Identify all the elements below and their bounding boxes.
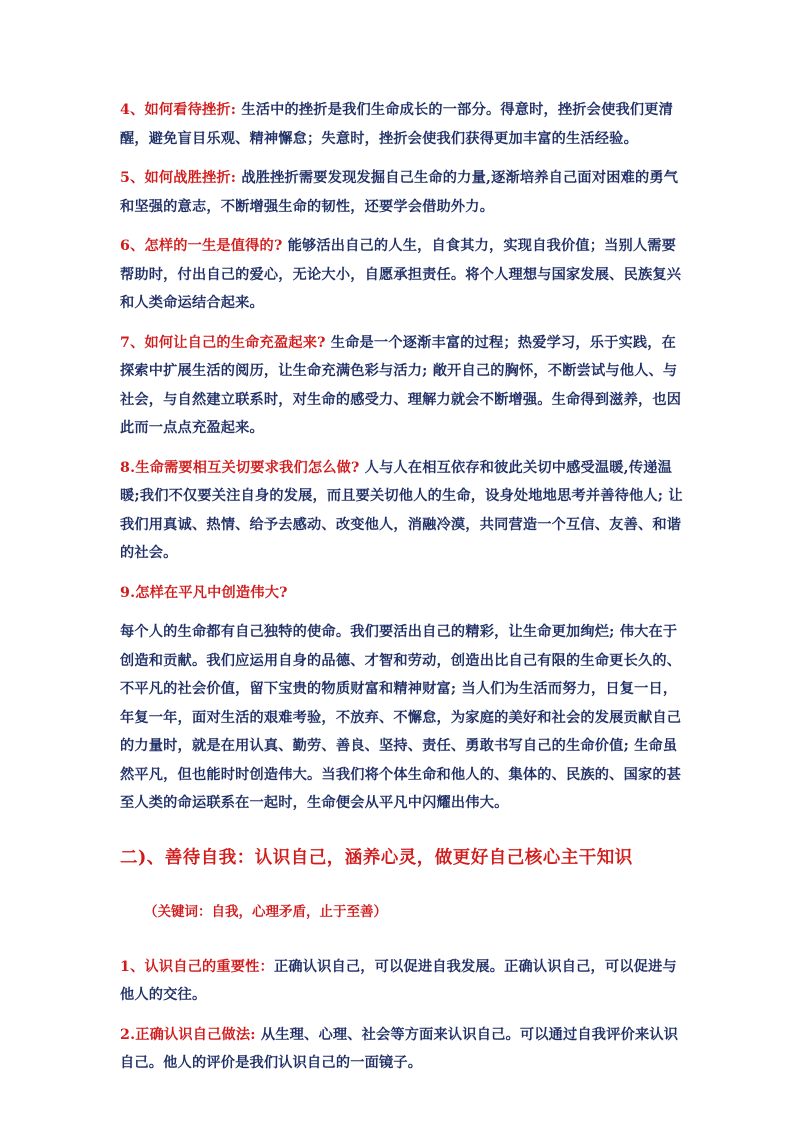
item2-2	[120, 1021, 686, 1078]
answer-body: 生命是一个逐渐丰富的过程；热爱学习，乐于实践，在探索中扩展生活的阅历，让生命充满色彩与活力; 敞开自己的胸怀，不断尝试与他人、与社会，与自然建立联系时，对生命的感受力、理解力就会不断增强。生命得到滋养，也因此而一点点充盈起来。	[120, 334, 682, 436]
question-head: 5、如何战胜挫折:	[120, 170, 237, 186]
answer-body: 正确认识自己，可以促进自我发展。正确认识自己，可以促进与他人的交往。	[120, 958, 677, 1003]
question-head: 2.正确认识自己做法:	[120, 1026, 256, 1043]
item-5	[120, 164, 686, 221]
item-4	[120, 96, 686, 153]
answer-body: 人与人在相互依存和彼此关切中感受温暖,传递温暖;我们不仅要关注自身的发展，而且要关切他人的生命，设身处地地思考并善待他人; 让我们用真诚、热情、给予去感动、改变他人，消融冷漠，共同营造一个互信、友善、和谐的社会。	[120, 459, 683, 561]
question-head: 6、怎样的一生是值得的?	[120, 238, 283, 254]
question-head: 4、如何看待挫折:	[120, 102, 237, 118]
document-page	[120, 96, 686, 1078]
answer-body: 生活中的挫折是我们生命成长的一部分。得意时，挫折会使我们更清醒，避免盲目乐观、精神懈怠；失意时，挫折会使我们获得更加丰富的生活经验。	[120, 102, 674, 147]
item-9-body: 每个人的生命都有自己独特的使命。我们要活出自己的精彩，让生命更加绚烂; 伟大在于创造和贡献。我们应运用自身的品德、才智和劳动，创造出比自己有限的生命更长久的、不平凡的社会价值，留下宝贵的物质财富和精神财富; 当人们为生活而努力，日复一日，年复一年，面对生活的艰难考验，不放弃、不懈怠，为家庭的美好和社会的发展贡献自己的力量时，就是在用认真、勤劳、善良、坚持、责任、勇敢书写自己的生命价值; 生命虽然平凡，但也能时时创造伟大。当我们将个体生命和他人的、集体的、民族的、国家的甚至人类的命运联系在一起时，生命便会从平凡中闪耀出伟大。	[120, 624, 682, 811]
item2-1	[120, 953, 686, 1010]
keywords-line: （关键词：自我，心理矛盾，止于至善）	[144, 904, 387, 920]
question-head: 8.生命需要相互关切要求我们怎么做?	[120, 459, 360, 476]
question-head: 7、如何让自己的生命充盈起来?	[120, 334, 326, 351]
section-title: 二)、善待自我：认识自己，涵养心灵，做更好自己核心主干知识	[120, 847, 633, 868]
item-7	[120, 329, 686, 443]
item-9-head: 9.怎样在平凡中创造伟大?	[120, 584, 288, 601]
item-6	[120, 232, 686, 318]
question-head: 1、认识自己的重要性：	[120, 958, 274, 975]
answer-body: 战胜挫折需要发现发掘自己生命的力量,逐渐培养自己面对困难的勇气和坚强的意志，不断增强生命的韧性，还要学会借助外力。	[120, 170, 679, 215]
answer-body: 从生理、心理、社会等方面来认识自己。可以通过自我评价来认识自己。他人的评价是我们认识自己的一面镜子。	[120, 1026, 679, 1071]
item-8	[120, 454, 686, 568]
answer-body: 能够活出自己的人生，自食其力，实现自我价值；当别人需要帮助时，付出自己的爱心，无论大小，自愿承担责任。将个人理想与国家发展、民族复兴和人类命运结合起来。	[120, 238, 682, 311]
